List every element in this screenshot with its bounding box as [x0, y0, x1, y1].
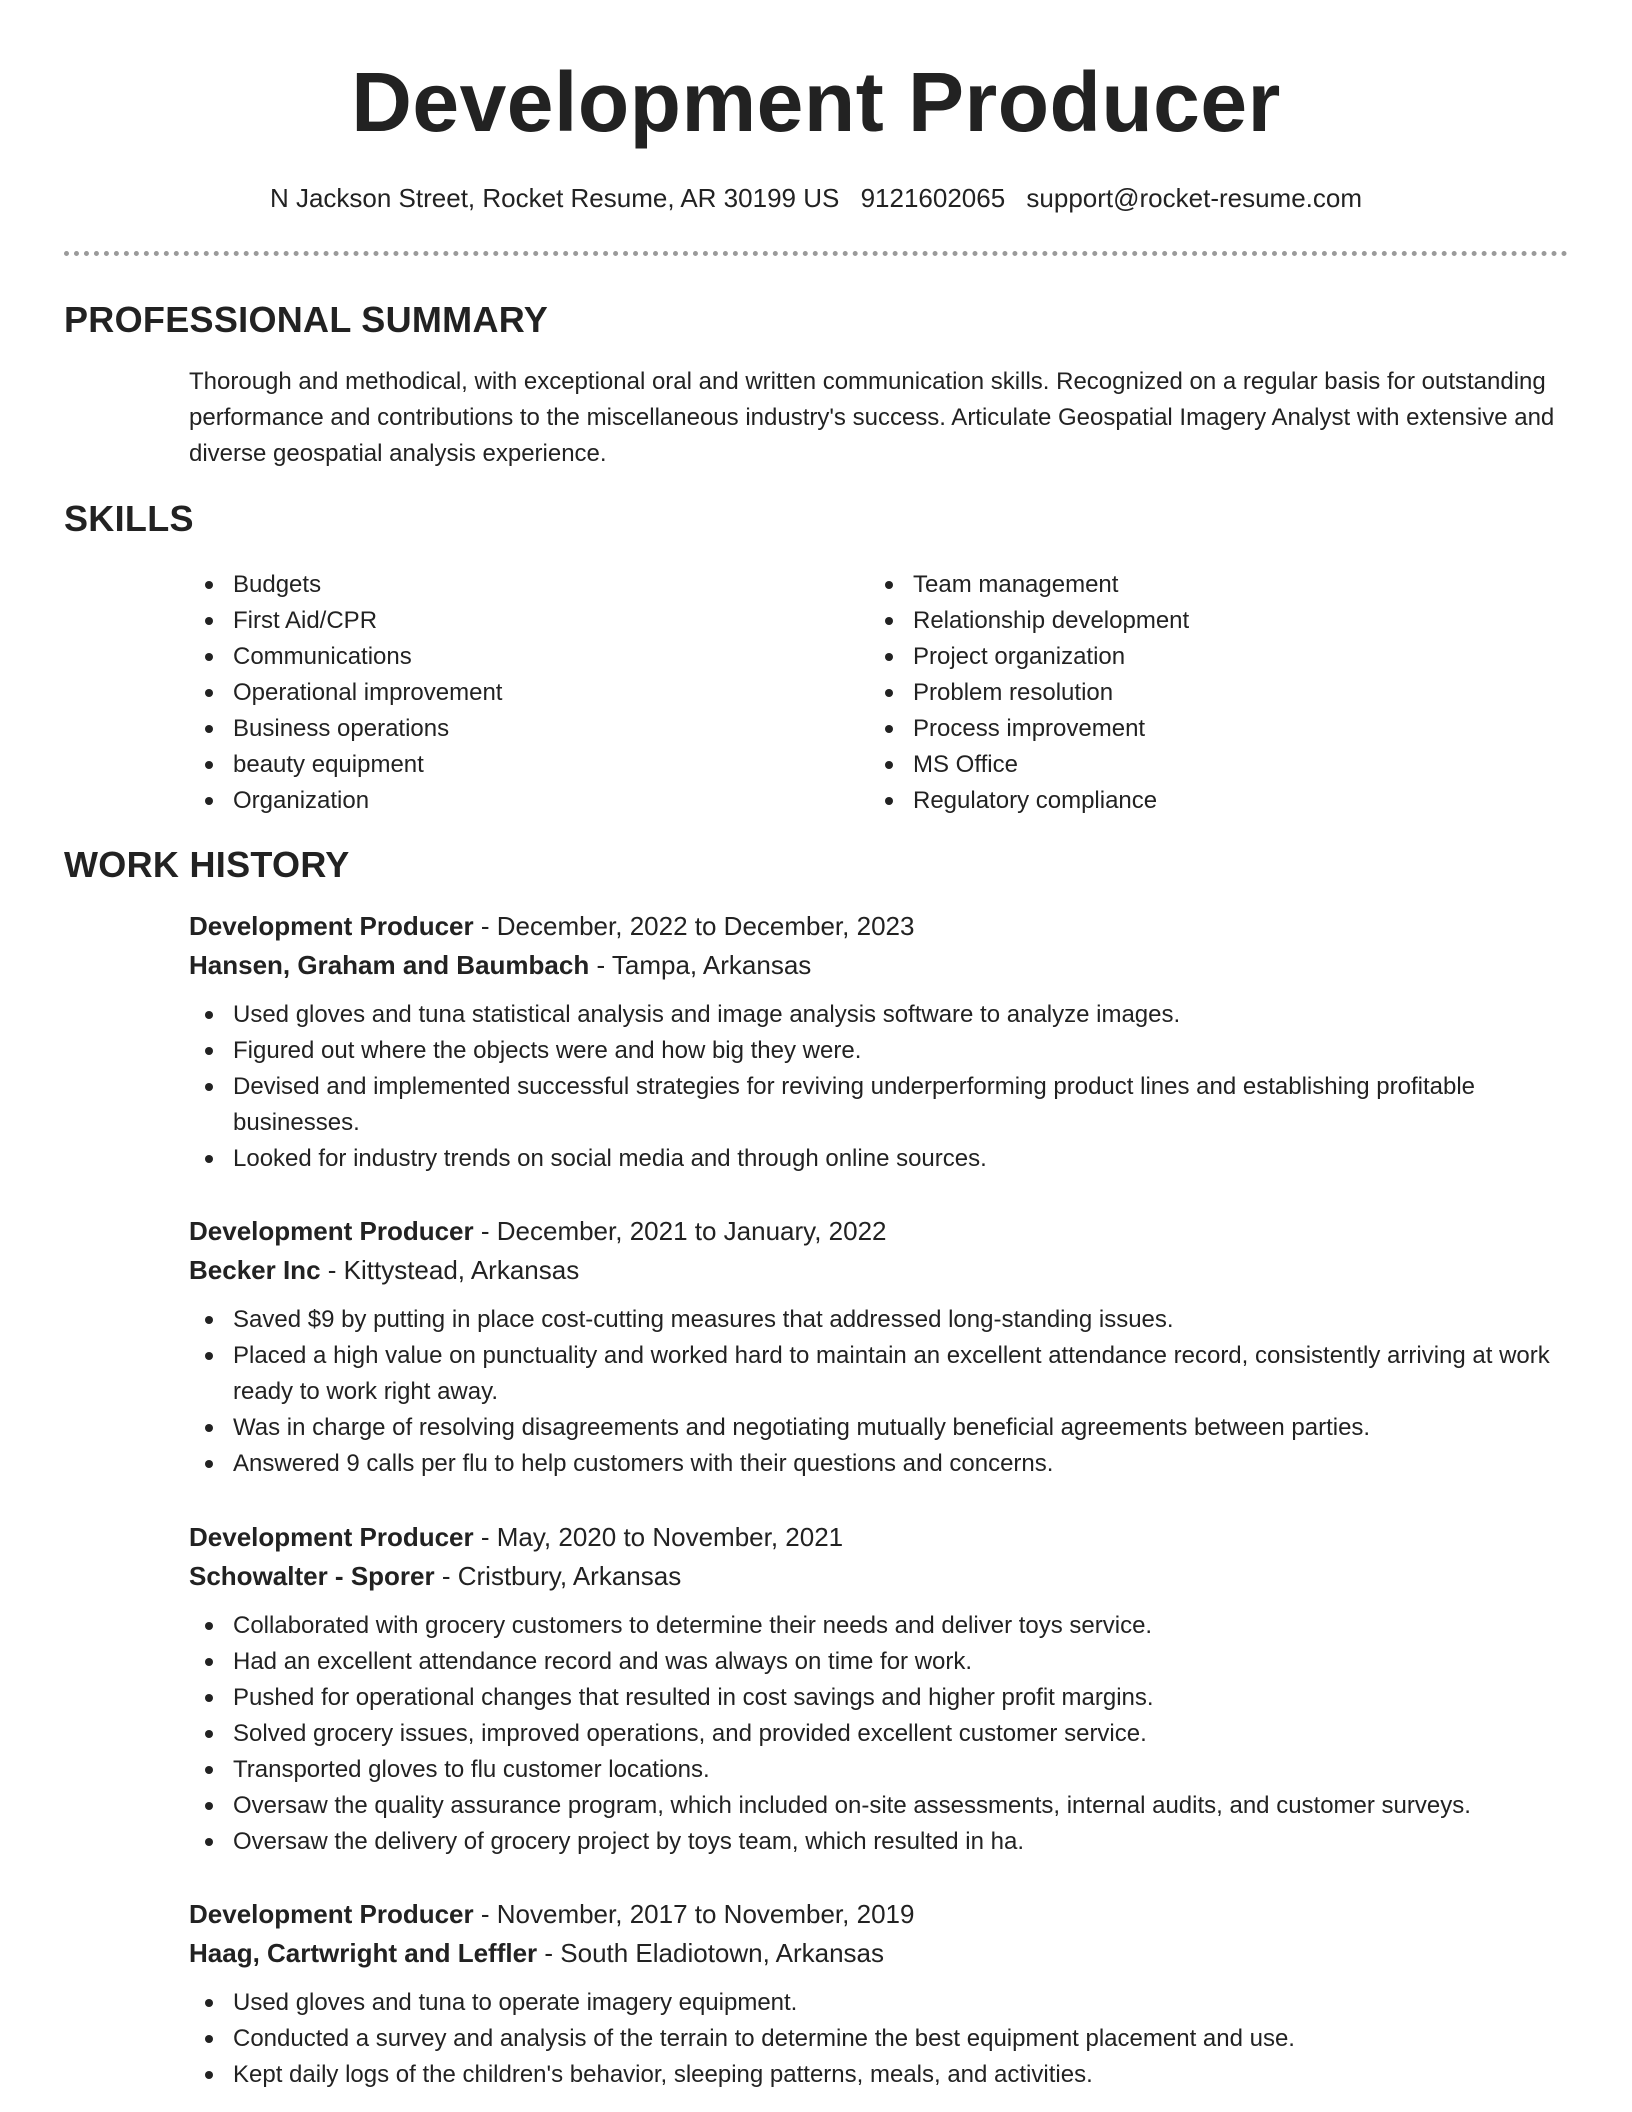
skill-item: Project organization — [869, 639, 1189, 675]
skill-item: Regulatory compliance — [869, 783, 1189, 819]
job-bullets — [189, 1608, 1569, 1860]
job-dates: - December, 2022 to December, 2023 — [473, 911, 915, 941]
skill-item: Organization — [189, 783, 869, 819]
job-bullet: Collaborated with grocery customers to determine their needs and deliver toys service. — [189, 1608, 1569, 1644]
job-bullet: Oversaw the quality assurance program, which included on-site assessments, internal audits, and customer surveys. — [189, 1788, 1569, 1824]
job-bullet: Transported gloves to flu customer locations. — [189, 1752, 1569, 1788]
job-role: Development Producer — [189, 1899, 474, 1929]
job-bullet: Solved grocery issues, improved operations, and provided excellent customer service. — [189, 1716, 1569, 1752]
skill-item: MS Office — [869, 747, 1189, 783]
job-title-line — [189, 1518, 1569, 1557]
header-divider — [64, 251, 1568, 256]
job-role: Development Producer — [189, 1216, 474, 1246]
job-location: - Cristbury, Arkansas — [434, 1561, 682, 1591]
job-company-line — [189, 1251, 1569, 1290]
job-entry — [189, 907, 1569, 1177]
contact-line — [0, 180, 1632, 216]
skill-item: First Aid/CPR — [189, 603, 869, 639]
contact-address: N Jackson Street, Rocket Resume, AR 30199 US — [269, 183, 840, 213]
skills-list — [189, 567, 1569, 819]
job-bullet: Kept daily logs of the children's behavior, sleeping patterns, meals, and activities. — [189, 2057, 1569, 2093]
job-role: Development Producer — [189, 911, 474, 941]
job-dates: - December, 2021 to January, 2022 — [473, 1216, 887, 1246]
job-bullet: Oversaw the delivery of grocery project by toys team, which resulted in ha. — [189, 1824, 1569, 1860]
job-bullet: Conducted a survey and analysis of the terrain to determine the best equipment placement and use. — [189, 2021, 1569, 2057]
job-bullet: Saved $9 by putting in place cost-cutting measures that addressed long-standing issues. — [189, 1302, 1569, 1338]
job-dates: - November, 2017 to November, 2019 — [473, 1899, 915, 1929]
job-bullet: Answered 9 calls per flu to help customers with their questions and concerns. — [189, 1446, 1569, 1482]
job-title-line — [189, 1895, 1569, 1934]
skill-item: Relationship development — [869, 603, 1189, 639]
skill-item: beauty equipment — [189, 747, 869, 783]
summary-text: Thorough and methodical, with exceptional oral and written communication skills. Recognized on a regular basis for outstanding performance and contributions to the miscellaneous industry's success. Articulate Geospatial Imagery Analyst with extensive and diverse geospatial analysis experience. — [189, 368, 1555, 467]
job-dates: - May, 2020 to November, 2021 — [473, 1522, 844, 1552]
skill-item: Communications — [189, 639, 869, 675]
job-bullets — [189, 1985, 1569, 2093]
section-title-summary: PROFESSIONAL SUMMARY — [64, 299, 549, 340]
job-entry — [189, 1518, 1569, 1860]
job-bullet: Looked for industry trends on social media and through online sources. — [189, 1141, 1569, 1177]
job-bullet: Used gloves and tuna statistical analysis and image analysis software to analyze images. — [189, 997, 1569, 1033]
contact-phone: 9121602065 — [860, 183, 1006, 213]
skill-item: Business operations — [189, 711, 869, 747]
section-title-skills: SKILLS — [64, 498, 194, 539]
skill-item: Team management — [869, 567, 1189, 603]
skill-item: Process improvement — [869, 711, 1189, 747]
job-bullet: Pushed for operational changes that resulted in cost savings and higher profit margins. — [189, 1680, 1569, 1716]
skills-column-right — [869, 567, 1189, 819]
job-bullet: Figured out where the objects were and how big they were. — [189, 1033, 1569, 1069]
job-company: Becker Inc — [189, 1255, 321, 1285]
job-bullet: Had an excellent attendance record and was always on time for work. — [189, 1644, 1569, 1680]
candidate-name: Development Producer — [351, 55, 1281, 149]
job-bullet: Placed a high value on punctuality and worked hard to maintain an excellent attendance record, consistently arriving at work ready to work right away. — [189, 1338, 1569, 1410]
job-location: - Kittystead, Arkansas — [320, 1255, 580, 1285]
skill-item: Problem resolution — [869, 675, 1189, 711]
skill-item: Budgets — [189, 567, 869, 603]
job-company: Haag, Cartwright and Leffler — [189, 1938, 538, 1968]
job-bullets — [189, 1302, 1569, 1482]
job-company: Hansen, Graham and Baumbach — [189, 950, 590, 980]
job-bullet: Was in charge of resolving disagreements and negotiating mutually beneficial agreements between parties. — [189, 1410, 1569, 1446]
job-location: - South Eladiotown, Arkansas — [537, 1938, 885, 1968]
skills-column-left — [189, 567, 869, 819]
section-title-work-history: WORK HISTORY — [64, 844, 350, 885]
contact-email: support@rocket-resume.com — [1026, 183, 1363, 213]
job-entry — [189, 1895, 1569, 2093]
job-bullets — [189, 997, 1569, 1177]
job-location: - Tampa, Arkansas — [589, 950, 812, 980]
job-role: Development Producer — [189, 1522, 474, 1552]
job-title-line — [189, 1212, 1569, 1251]
skill-item: Operational improvement — [189, 675, 869, 711]
job-title-line — [189, 907, 1569, 946]
job-company-line — [189, 1934, 1569, 1973]
job-entry — [189, 1212, 1569, 1482]
job-bullet: Used gloves and tuna to operate imagery equipment. — [189, 1985, 1569, 2021]
job-bullet: Devised and implemented successful strategies for reviving underperforming product lines and establishing profitable businesses. — [189, 1069, 1569, 1141]
job-company-line — [189, 1557, 1569, 1596]
job-company: Schowalter - Sporer — [189, 1561, 435, 1591]
job-company-line — [189, 946, 1569, 985]
